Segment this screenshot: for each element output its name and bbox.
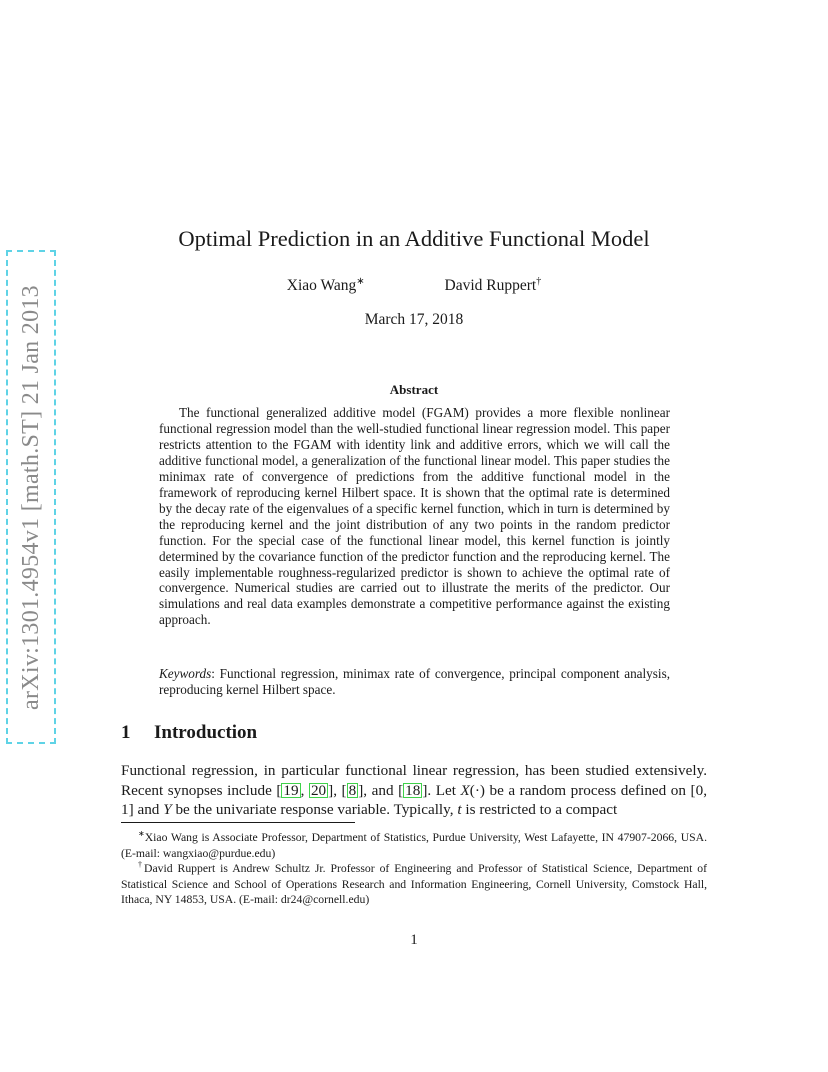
author-1-footnote-mark[interactable]: ∗ bbox=[356, 276, 365, 287]
page-number: 1 bbox=[410, 932, 418, 948]
footnote-2 bbox=[121, 857, 707, 908]
citation-link[interactable]: 19 bbox=[283, 781, 299, 799]
author-2 bbox=[445, 276, 542, 295]
section-title: Introduction bbox=[154, 722, 258, 743]
intro-text-3: (·) be a random process defined on [0, 1] and bbox=[121, 781, 707, 819]
section-heading bbox=[121, 722, 257, 744]
intro-text-4: be the univariate response variable. Typically, bbox=[171, 801, 458, 819]
paper-date: March 17, 2018 bbox=[364, 311, 464, 328]
intro-text-1: Functional regression, in particular functional linear regression, has been studied extensively. Recent synopses include bbox=[121, 762, 707, 799]
citation-separator: ], [ bbox=[328, 781, 347, 799]
footnote-rule bbox=[121, 822, 355, 823]
author-list bbox=[120, 276, 708, 295]
abstract-heading: Abstract bbox=[389, 382, 439, 397]
citation-link[interactable]: 20 bbox=[310, 781, 327, 799]
intro-text-2: ]. Let bbox=[422, 781, 461, 799]
footnote-2-mark: † bbox=[138, 860, 145, 869]
citation-link[interactable]: 8 bbox=[348, 781, 357, 799]
citation-separator: ], and [ bbox=[358, 781, 404, 799]
paper-title: Optimal Prediction in an Additive Functional Model bbox=[178, 226, 650, 251]
footnote-1-text: Xiao Wang is Associate Professor, Department of Statistics, Purdue University, West Lafayette, IN 47907-2066, USA. (E-mail: wangxiao@purdue.edu) bbox=[121, 830, 707, 860]
footnote-1-mark: ∗ bbox=[138, 829, 145, 838]
citation-link[interactable]: 18 bbox=[405, 781, 421, 799]
keywords-label: Keywords bbox=[159, 666, 212, 681]
footnote-2-text: David Ruppert is Andrew Schultz Jr. Professor of Engineering and Professor of Statistical Science, Department of Statistical Science and School of Operations Research and Information Engineering, Cornell University, Comstock Hall, Ithaca, NY 14853, USA. (E-mail: dr24@cornell.edu) bbox=[121, 861, 708, 907]
author-1 bbox=[287, 276, 365, 295]
intro-text-5: is restricted to a compact bbox=[461, 801, 618, 819]
math-symbol-t: t bbox=[457, 801, 462, 819]
math-symbol-y: Y bbox=[163, 801, 172, 819]
keywords bbox=[159, 666, 670, 698]
intro-paragraph: Functional regression, in particular functional linear regression, has been studied extensively. Recent synopses include [ 19 , 20 ], [ 8 ], and [ 18 ]. Let X(·) be a random process defined on [0, 1] and Y be the univariate response variable. Typically, t is restricted to a compact bbox=[121, 762, 707, 819]
arxiv-identifier: arXiv:1301.4954v1 [math.ST] 21 Jan 2013 bbox=[17, 284, 44, 710]
arxiv-stamp bbox=[6, 250, 56, 744]
author-2-name: David Ruppert bbox=[444, 277, 537, 295]
keywords-list: : Functional regression, minimax rate of convergence, principal component analysis, reproducing kernel Hilbert space. bbox=[159, 666, 670, 697]
math-symbol-x: X bbox=[460, 781, 470, 799]
author-2-footnote-mark[interactable]: † bbox=[536, 276, 542, 287]
abstract-text: The functional generalized additive model (FGAM) provides a more flexible nonlinear functional regression model than the well-studied functional linear regression model. This paper restricts attention to the FGAM with identity link and additive errors, which we will call the additive functional model, a generalization of the functional linear model. This paper studies the minimax rate of convergence of predictions from the additive functional model in the framework of reproducing kernel Hilbert space. It is shown that the optimal rate is determined by the decay rate of the eigenvalues of a specific kernel function, which in turn is determined by the reproducing kernel and the joint distribution of any two points in the random predictor function. For the special case of the functional linear model, this kernel function is jointly determined by the covariance function of the predictor function and the reproducing kernel. The easily implementable roughness-regularized predictor is shown to achieve the optimal rate of convergence. Numerical studies are carried out to illustrate the merits of the predictor. Our simulations and real data examples demonstrate a competitive performance against the existing approach. bbox=[159, 405, 670, 628]
section-number: 1 bbox=[121, 722, 131, 743]
citation-separator: , bbox=[300, 781, 309, 799]
author-1-name: Xiao Wang bbox=[286, 277, 357, 295]
